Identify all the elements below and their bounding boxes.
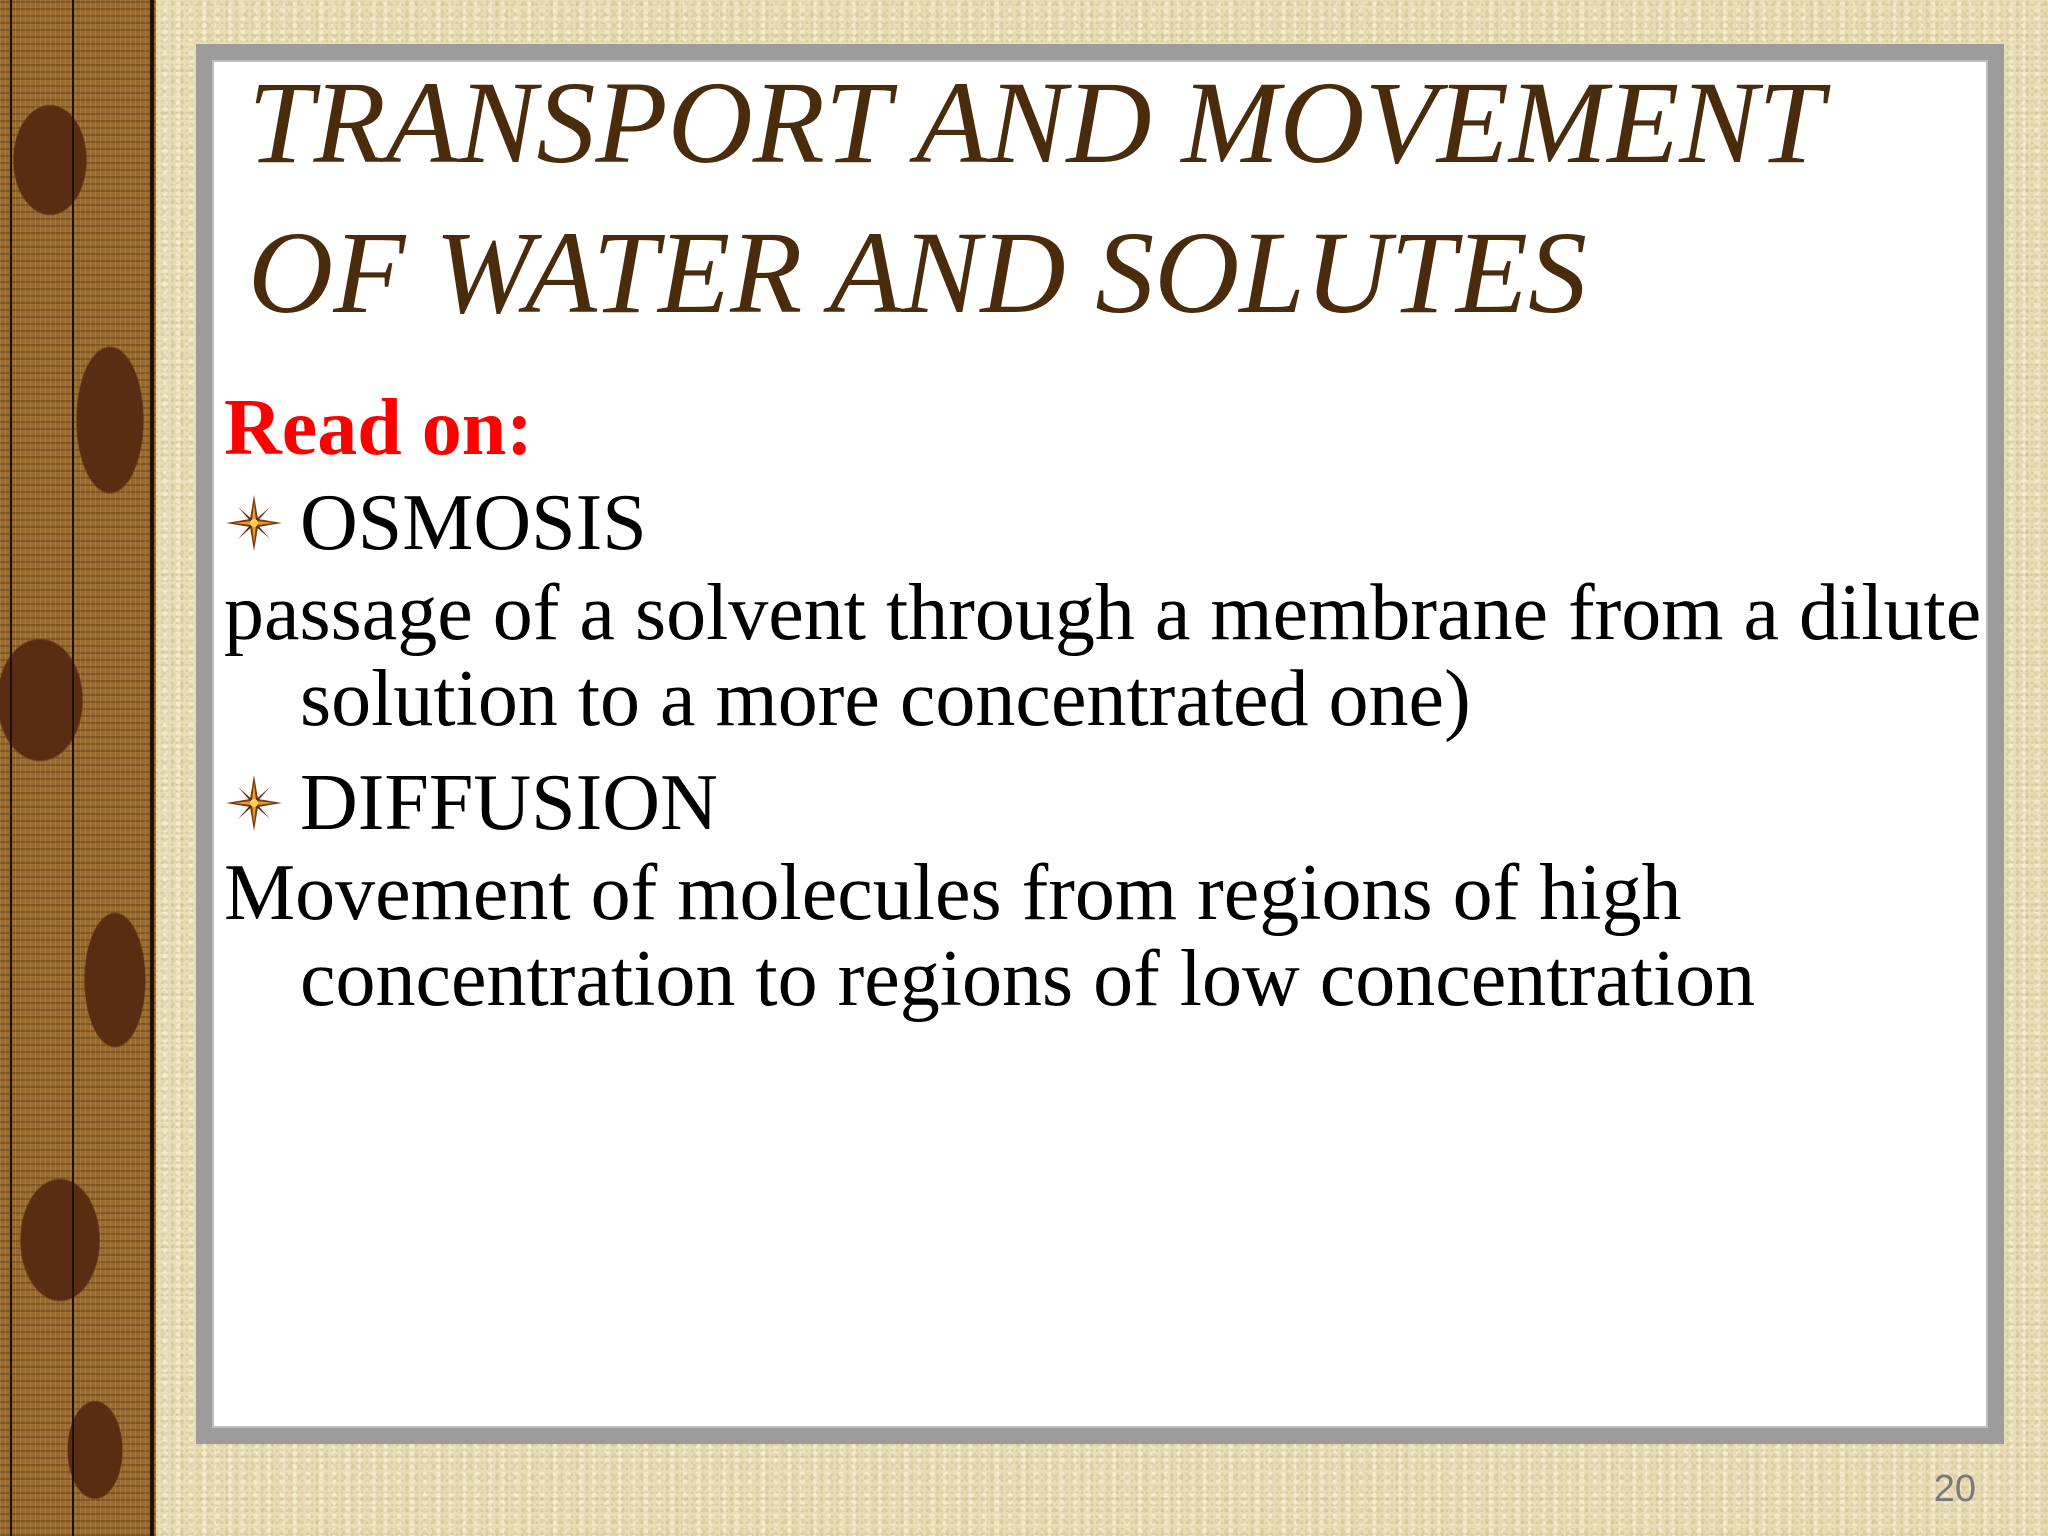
bullet-item-osmosis <box>224 476 1984 570</box>
term-osmosis: OSMOSIS <box>300 479 647 567</box>
strip-rail <box>72 0 74 1536</box>
definition-osmosis: passage of a solvent through a membrane from a dilute solution to a more concentrated one) <box>224 569 1982 743</box>
compass-star-icon <box>224 493 284 553</box>
compass-star-icon <box>224 773 284 833</box>
decorative-wood-strip <box>0 0 156 1536</box>
slide-body <box>224 380 1984 1022</box>
strip-rail <box>150 0 154 1536</box>
read-on-label: Read on: <box>224 384 533 472</box>
slide-number: 20 <box>1933 1468 1976 1510</box>
term-diffusion: DIFFUSION <box>300 759 718 847</box>
slide-content-panel <box>196 44 2004 1444</box>
bullet-item-diffusion <box>224 756 1984 850</box>
strip-rail <box>10 0 12 1536</box>
definition-diffusion: Movement of molecules from regions of high concentration to regions of low concentration <box>224 849 1756 1023</box>
slide-title: TRANSPORT AND MOVEMENT OF WATER AND SOLUTES <box>248 57 1822 338</box>
